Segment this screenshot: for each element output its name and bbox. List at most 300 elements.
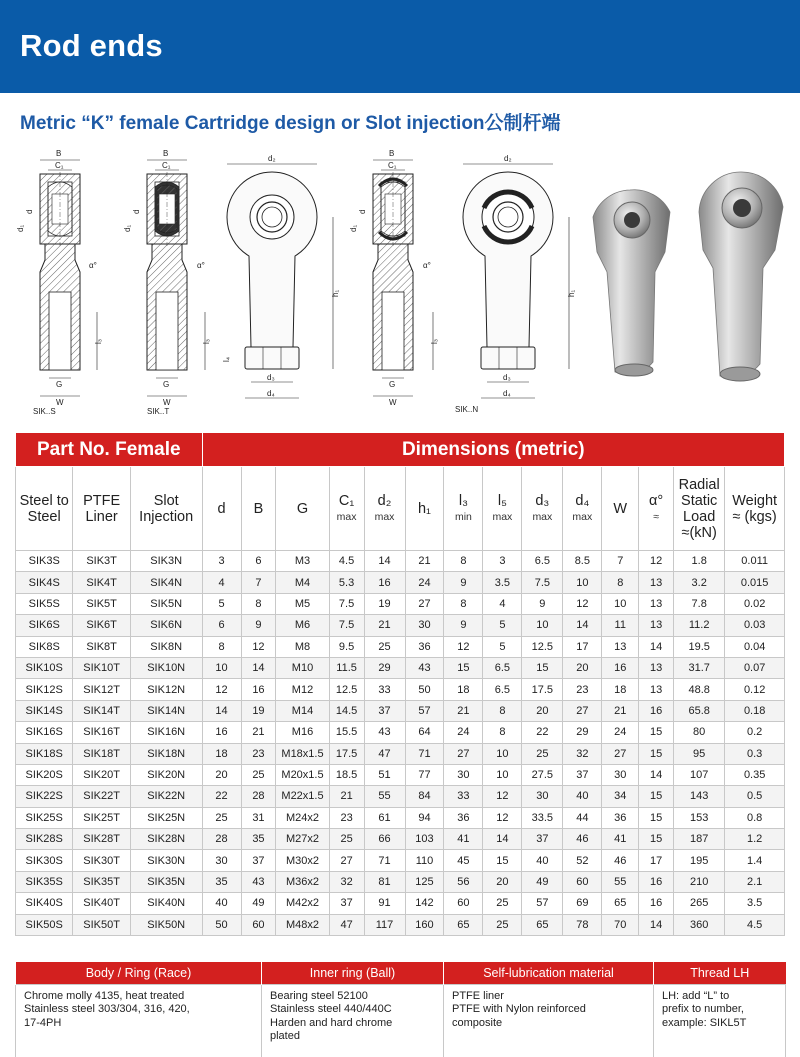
table-cell: M27x2 — [276, 829, 329, 850]
column-header: l₃ min — [444, 467, 483, 551]
table-cell: SIK18T — [73, 743, 130, 764]
column-header: α° ≈ — [639, 467, 674, 551]
table-cell: SIK20T — [73, 764, 130, 785]
svg-text:α°: α° — [423, 261, 431, 270]
table-cell: 65.8 — [674, 700, 725, 721]
table-cell: 36 — [602, 807, 639, 828]
table-cell: 9 — [444, 615, 483, 636]
table-cell: 37 — [364, 700, 405, 721]
table-cell: 153 — [674, 807, 725, 828]
label-c1: C₁ — [55, 161, 64, 170]
table-cell: 14 — [364, 551, 405, 572]
table-row — [16, 807, 785, 828]
table-cell: 12 — [639, 551, 674, 572]
table-cell: 34 — [602, 786, 639, 807]
table-cell: 25 — [329, 829, 364, 850]
table-cell: SIK18N — [130, 743, 202, 764]
svg-text:d₂: d₂ — [504, 154, 512, 163]
table-cell: 24 — [602, 722, 639, 743]
table-cell: M20x1.5 — [276, 764, 329, 785]
table-cell: 0.2 — [725, 722, 785, 743]
table-cell: SIK8N — [130, 636, 202, 657]
table-cell: 33 — [444, 786, 483, 807]
table-cell: 18 — [202, 743, 241, 764]
table-cell: 40 — [563, 786, 602, 807]
table-cell: 43 — [241, 871, 276, 892]
table-cell: SIK6N — [130, 615, 202, 636]
table-cell: M8 — [276, 636, 329, 657]
table-cell: 8 — [444, 593, 483, 614]
table-cell: 5 — [202, 593, 241, 614]
table-cell: 23 — [329, 807, 364, 828]
drawing-front-view — [222, 154, 340, 398]
table-cell: 0.12 — [725, 679, 785, 700]
table-cell: 1.4 — [725, 850, 785, 871]
table-cell: 11.5 — [329, 657, 364, 678]
column-header: h₁ — [405, 467, 444, 551]
material-cell: Chrome molly 4135, heat treated Stainless steel 303/304, 316, 420, 17-4PH — [16, 984, 262, 1057]
table-cell: SIK40N — [130, 893, 202, 914]
table-cell: M42x2 — [276, 893, 329, 914]
table-cell: 95 — [674, 743, 725, 764]
product-subtitle: Metric “K” female Cartridge design or Slot injection公制杆端 — [20, 113, 561, 134]
table-cell: 18.5 — [329, 764, 364, 785]
svg-text:W: W — [163, 398, 171, 407]
drawing-sik-s — [16, 149, 103, 416]
table-cell: 143 — [674, 786, 725, 807]
table-cell: 12 — [202, 679, 241, 700]
table-cell: 65 — [444, 914, 483, 935]
table-cell: SIK22S — [16, 786, 73, 807]
column-header: Slot Injection — [130, 467, 202, 551]
table-cell: M12 — [276, 679, 329, 700]
header-banner — [0, 0, 800, 93]
table-cell: 71 — [364, 850, 405, 871]
table-cell: 3.5 — [725, 893, 785, 914]
column-header: d₄ max — [563, 467, 602, 551]
table-cell: SIK14S — [16, 700, 73, 721]
table-cell: 30 — [602, 764, 639, 785]
table-cell: 16 — [639, 700, 674, 721]
label-h1: h₁ — [331, 289, 340, 297]
table-cell: 7.5 — [522, 572, 563, 593]
table-cell: 49 — [522, 871, 563, 892]
table-cell: 50 — [405, 679, 444, 700]
table-cell: SIK35N — [130, 871, 202, 892]
table-cell: 12 — [483, 807, 522, 828]
table-cell: 47 — [364, 743, 405, 764]
column-header: C₁ max — [329, 467, 364, 551]
table-cell: 12.5 — [329, 679, 364, 700]
table-cell: 60 — [241, 914, 276, 935]
table-cell: 37 — [241, 850, 276, 871]
table-cell: 8 — [602, 572, 639, 593]
table-cell: 19.5 — [674, 636, 725, 657]
table-cell: 40 — [522, 850, 563, 871]
table-cell: 37 — [563, 764, 602, 785]
table-row — [16, 679, 785, 700]
table-cell: 65 — [522, 914, 563, 935]
svg-text:B: B — [163, 149, 169, 158]
label-alpha: α° — [89, 261, 97, 270]
table-cell: 31 — [241, 807, 276, 828]
table-cell: 265 — [674, 893, 725, 914]
table-cell: 1.2 — [725, 829, 785, 850]
table-cell: M10 — [276, 657, 329, 678]
table-cell: M24x2 — [276, 807, 329, 828]
table-cell: 142 — [405, 893, 444, 914]
table-cell: 64 — [405, 722, 444, 743]
table-cell: 4 — [483, 593, 522, 614]
table-cell: 20 — [563, 657, 602, 678]
table-cell: 21 — [241, 722, 276, 743]
table-row — [16, 700, 785, 721]
table-cell: M3 — [276, 551, 329, 572]
table-cell: 71 — [405, 743, 444, 764]
drawing-sik-t — [123, 149, 211, 416]
label-d2: d₂ — [268, 154, 276, 163]
table-cell: 78 — [563, 914, 602, 935]
table-cell: 0.07 — [725, 657, 785, 678]
table-cell: 81 — [364, 871, 405, 892]
table-cell: 21 — [364, 615, 405, 636]
table-cell: 107 — [674, 764, 725, 785]
table-cell: 110 — [405, 850, 444, 871]
svg-text:l₃: l₃ — [430, 338, 439, 344]
table-cell: SIK12T — [73, 679, 130, 700]
table-cell: 360 — [674, 914, 725, 935]
table-cell: 210 — [674, 871, 725, 892]
table-cell: 51 — [364, 764, 405, 785]
table-cell: SIK20N — [130, 764, 202, 785]
svg-text:d₁: d₁ — [123, 224, 132, 232]
table-cell: 187 — [674, 829, 725, 850]
table-cell: SIK50T — [73, 914, 130, 935]
table-cell: 29 — [563, 722, 602, 743]
table-cell: 0.35 — [725, 764, 785, 785]
table-cell: 25 — [364, 636, 405, 657]
table-cell: 30 — [444, 764, 483, 785]
table-cell: 60 — [563, 871, 602, 892]
table-cell: M4 — [276, 572, 329, 593]
table-cell: M48x2 — [276, 914, 329, 935]
table-cell: 33.5 — [522, 807, 563, 828]
table-cell: 21 — [444, 700, 483, 721]
table-row — [16, 636, 785, 657]
table-cell: 0.011 — [725, 551, 785, 572]
table-cell: 6.5 — [522, 551, 563, 572]
table-cell: 35 — [241, 829, 276, 850]
column-header: B — [241, 467, 276, 551]
table-cell: SIK8S — [16, 636, 73, 657]
table-cell: 19 — [241, 700, 276, 721]
table-cell: 13 — [639, 657, 674, 678]
table-cell: 23 — [241, 743, 276, 764]
table-cell: 14 — [639, 636, 674, 657]
table-row — [16, 893, 785, 914]
table-cell: 37 — [329, 893, 364, 914]
drawing-sik-n — [349, 149, 439, 407]
table-cell: 1.8 — [674, 551, 725, 572]
table-cell: SIK8T — [73, 636, 130, 657]
table-cell: 6 — [241, 551, 276, 572]
table-cell: 7 — [241, 572, 276, 593]
table-cell: 47 — [329, 914, 364, 935]
caption-sik-t: SIK..T — [147, 407, 170, 416]
svg-text:h₁: h₁ — [567, 289, 576, 297]
svg-text:B: B — [389, 149, 395, 158]
table-cell: 43 — [364, 722, 405, 743]
column-header: W — [602, 467, 639, 551]
table-cell: 70 — [602, 914, 639, 935]
table-cell: 12.5 — [522, 636, 563, 657]
table-cell: 37 — [522, 829, 563, 850]
caption-sik-n: SIK..N — [455, 405, 479, 414]
column-header: d₃ max — [522, 467, 563, 551]
table-cell: 60 — [444, 893, 483, 914]
table-cell: M6 — [276, 615, 329, 636]
table-cell: 15 — [444, 657, 483, 678]
table-cell: SIK30N — [130, 850, 202, 871]
table-cell: 3 — [483, 551, 522, 572]
table-cell: 12 — [483, 786, 522, 807]
table-cell: 57 — [405, 700, 444, 721]
group-header-part-no: Part No. Female — [16, 433, 203, 467]
table-cell: SIK12S — [16, 679, 73, 700]
table-cell: 11 — [602, 615, 639, 636]
table-cell: 40 — [202, 893, 241, 914]
table-cell: 15 — [483, 850, 522, 871]
table-cell: 30 — [202, 850, 241, 871]
table-cell: 6.5 — [483, 679, 522, 700]
table-cell: 94 — [405, 807, 444, 828]
table-cell: 117 — [364, 914, 405, 935]
label-d1: d₁ — [16, 224, 25, 232]
table-cell: 17 — [563, 636, 602, 657]
table-cell: 3.5 — [483, 572, 522, 593]
table-cell: SIK16T — [73, 722, 130, 743]
table-cell: 13 — [602, 636, 639, 657]
table-cell: 27 — [405, 593, 444, 614]
table-cell: M36x2 — [276, 871, 329, 892]
table-cell: 160 — [405, 914, 444, 935]
table-cell: 13 — [639, 615, 674, 636]
column-header: G — [276, 467, 329, 551]
table-cell: SIK5N — [130, 593, 202, 614]
table-cell: 55 — [602, 871, 639, 892]
table-cell: SIK40S — [16, 893, 73, 914]
table-row — [16, 657, 785, 678]
table-cell: SIK20S — [16, 764, 73, 785]
table-cell: 18 — [444, 679, 483, 700]
table-cell: SIK5T — [73, 593, 130, 614]
table-row — [16, 850, 785, 871]
table-cell: SIK28N — [130, 829, 202, 850]
table-cell: SIK35T — [73, 871, 130, 892]
table-cell: 41 — [602, 829, 639, 850]
table-cell: SIK30S — [16, 850, 73, 871]
table-cell: SIK4N — [130, 572, 202, 593]
table-cell: 14 — [563, 615, 602, 636]
table-cell: 15 — [522, 657, 563, 678]
svg-text:d₄: d₄ — [503, 389, 511, 398]
table-cell: M22x1.5 — [276, 786, 329, 807]
table-cell: 5 — [483, 636, 522, 657]
table-cell: 9.5 — [329, 636, 364, 657]
table-cell: 10 — [563, 572, 602, 593]
table-cell: 23 — [563, 679, 602, 700]
table-cell: 21 — [329, 786, 364, 807]
table-cell: 0.015 — [725, 572, 785, 593]
table-cell: 36 — [405, 636, 444, 657]
table-cell: 49 — [241, 893, 276, 914]
table-cell: SIK18S — [16, 743, 73, 764]
table-cell: 8.5 — [563, 551, 602, 572]
table-cell: 28 — [241, 786, 276, 807]
table-cell: 12 — [444, 636, 483, 657]
table-cell: SIK22N — [130, 786, 202, 807]
svg-text:d₁: d₁ — [349, 224, 358, 232]
table-cell: 7.5 — [329, 593, 364, 614]
table-cell: 14 — [639, 914, 674, 935]
label-g: G — [56, 380, 63, 389]
table-cell: 13 — [639, 593, 674, 614]
table-cell: 27 — [329, 850, 364, 871]
table-cell: 32 — [563, 743, 602, 764]
table-row — [16, 551, 785, 572]
table-cell: 50 — [202, 914, 241, 935]
table-cell: 11.2 — [674, 615, 725, 636]
table-cell: 7.5 — [329, 615, 364, 636]
table-cell: 69 — [563, 893, 602, 914]
table-cell: 6.5 — [483, 657, 522, 678]
table-row — [16, 743, 785, 764]
table-cell: SIK10N — [130, 657, 202, 678]
table-cell: 48.8 — [674, 679, 725, 700]
table-cell: 35 — [202, 871, 241, 892]
table-cell: 65 — [602, 893, 639, 914]
table-cell: 13 — [639, 572, 674, 593]
column-header: PTFE Liner — [73, 467, 130, 551]
table-cell: 16 — [639, 871, 674, 892]
rod-end-photo — [593, 172, 783, 381]
table-cell: 24 — [444, 722, 483, 743]
table-cell: 16 — [364, 572, 405, 593]
table-cell: 46 — [602, 850, 639, 871]
svg-text:C₁: C₁ — [162, 161, 171, 170]
table-cell: 0.02 — [725, 593, 785, 614]
table-cell: M30x2 — [276, 850, 329, 871]
table-cell: SIK4T — [73, 572, 130, 593]
table-cell: 15 — [639, 807, 674, 828]
table-cell: 16 — [241, 679, 276, 700]
material-header: Inner ring (Ball) — [262, 962, 444, 984]
material-cell: LH: add “L” to prefix to number, example: SIKL5T — [654, 984, 786, 1057]
table-cell: 8 — [241, 593, 276, 614]
svg-text:d: d — [358, 209, 367, 214]
table-cell: 19 — [364, 593, 405, 614]
table-cell: 41 — [444, 829, 483, 850]
table-cell: 4.5 — [725, 914, 785, 935]
table-cell: 21 — [602, 700, 639, 721]
label-l3: l₃ — [94, 338, 103, 344]
table-cell: 8 — [444, 551, 483, 572]
table-row — [16, 593, 785, 614]
label-d3: d₃ — [267, 373, 275, 382]
table-cell: 18 — [602, 679, 639, 700]
table-cell: SIK10T — [73, 657, 130, 678]
table-cell: 10 — [483, 743, 522, 764]
table-cell: 16 — [202, 722, 241, 743]
table-cell: 30 — [405, 615, 444, 636]
table-cell: 2.1 — [725, 871, 785, 892]
table-cell: 13 — [639, 679, 674, 700]
drawing-front-view-n — [455, 154, 576, 414]
table-cell: 9 — [522, 593, 563, 614]
table-cell: 21 — [405, 551, 444, 572]
table-cell: 195 — [674, 850, 725, 871]
table-cell: 15 — [639, 743, 674, 764]
table-cell: SIK12N — [130, 679, 202, 700]
table-cell: 0.03 — [725, 615, 785, 636]
table-cell: 27.5 — [522, 764, 563, 785]
table-cell: SIK14T — [73, 700, 130, 721]
table-cell: 9 — [241, 615, 276, 636]
table-cell: 8 — [483, 700, 522, 721]
label-d4: d₄ — [267, 389, 275, 398]
column-header: d₂ max — [364, 467, 405, 551]
table-cell: 10 — [202, 657, 241, 678]
column-header: l₅ max — [483, 467, 522, 551]
table-cell: 43 — [405, 657, 444, 678]
table-cell: 15.5 — [329, 722, 364, 743]
table-cell: 0.18 — [725, 700, 785, 721]
table-cell: 7.8 — [674, 593, 725, 614]
table-cell: SIK28S — [16, 829, 73, 850]
table-cell: 16 — [639, 893, 674, 914]
table-cell: SIK10S — [16, 657, 73, 678]
table-cell: 55 — [364, 786, 405, 807]
label-d: d — [25, 209, 34, 214]
table-cell: 25 — [522, 743, 563, 764]
table-cell: 15 — [639, 786, 674, 807]
svg-text:d₃: d₃ — [503, 373, 511, 382]
table-cell: 31.7 — [674, 657, 725, 678]
table-cell: 3 — [202, 551, 241, 572]
group-header-dimensions: Dimensions (metric) — [202, 433, 784, 467]
table-row — [16, 914, 785, 935]
table-row — [16, 722, 785, 743]
table-cell: 44 — [563, 807, 602, 828]
table-cell: 80 — [674, 722, 725, 743]
table-cell: 7 — [602, 551, 639, 572]
table-cell: 4 — [202, 572, 241, 593]
table-cell: 14 — [639, 764, 674, 785]
table-cell: 17.5 — [329, 743, 364, 764]
table-cell: M14 — [276, 700, 329, 721]
table-row — [16, 615, 785, 636]
table-cell: 17 — [639, 850, 674, 871]
table-cell: SIK14N — [130, 700, 202, 721]
table-cell: 0.5 — [725, 786, 785, 807]
table-cell: 0.3 — [725, 743, 785, 764]
table-cell: 25 — [483, 893, 522, 914]
table-cell: 14 — [241, 657, 276, 678]
table-cell: SIK25S — [16, 807, 73, 828]
table-cell: 9 — [444, 572, 483, 593]
table-cell: SIK4S — [16, 572, 73, 593]
table-row — [16, 871, 785, 892]
